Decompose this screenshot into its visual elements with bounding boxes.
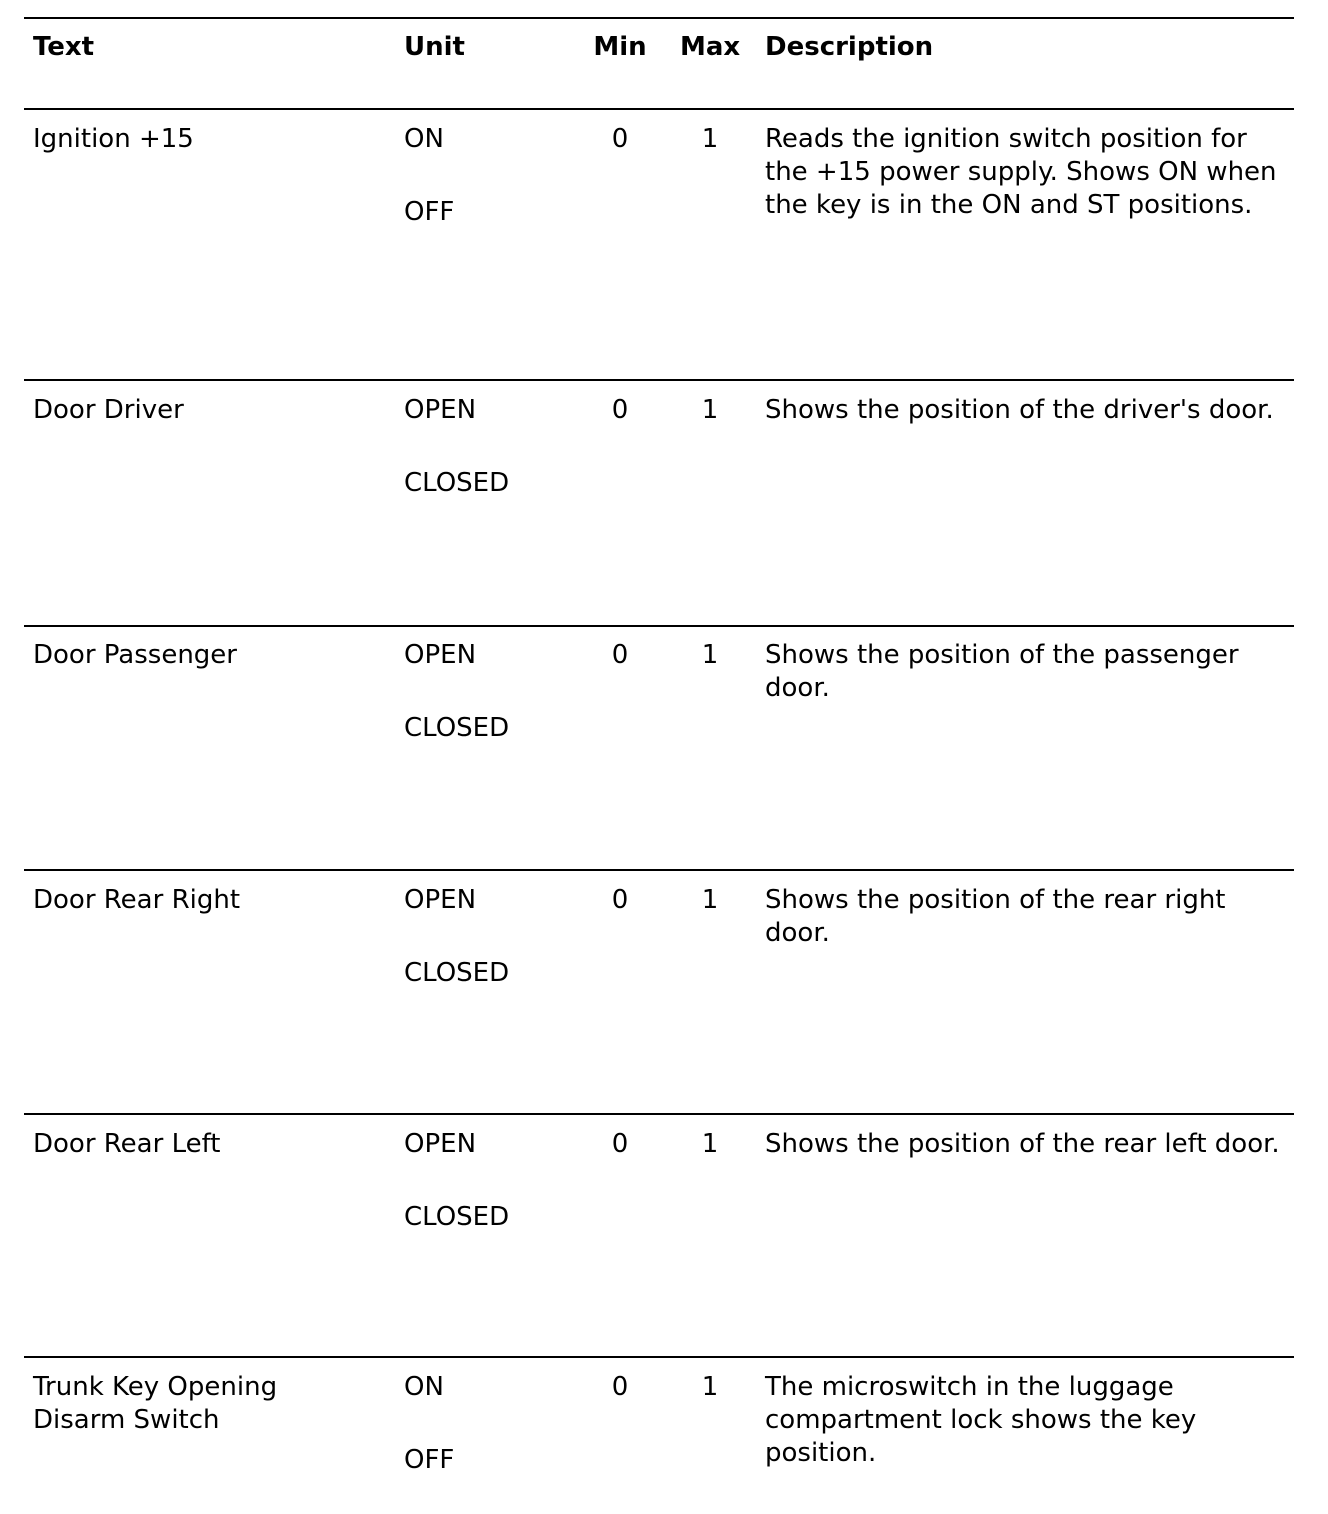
unit-value: CLOSED: [404, 468, 510, 498]
unit-value: CLOSED: [404, 713, 510, 743]
row-max: 1: [701, 395, 719, 425]
row-description: Reads the ignition switch position for the +15 power supply. Shows ON when the key is in the ON and ST positions.: [765, 124, 1277, 220]
row-divider: [24, 1113, 1294, 1115]
row-unit: [404, 1128, 574, 1234]
unit-value: ON: [404, 124, 444, 154]
row-max: 1: [701, 885, 719, 915]
header-bottom-rule: [24, 108, 1294, 110]
row-max: 1: [701, 1129, 719, 1159]
row-unit: [404, 1371, 574, 1477]
row-description: Shows the position of the rear right door.: [765, 885, 1226, 948]
row-divider: [24, 625, 1294, 627]
row-min: 0: [611, 1129, 629, 1159]
unit-value: OPEN: [404, 1129, 477, 1159]
unit-value: OPEN: [404, 395, 477, 425]
header-text: Text: [33, 32, 95, 62]
row-divider: [24, 1356, 1294, 1358]
header-min: Min: [593, 32, 647, 62]
row-min: 0: [611, 640, 629, 670]
row-unit: [404, 639, 574, 745]
row-description: Shows the position of the passenger door.: [765, 640, 1239, 703]
row-max: 1: [701, 640, 719, 670]
row-max: 1: [701, 1372, 719, 1402]
unit-value: CLOSED: [404, 958, 510, 988]
row-text: Door Rear Left: [33, 1129, 221, 1159]
row-min: 0: [611, 1372, 629, 1402]
unit-value: OPEN: [404, 885, 477, 915]
row-divider: [24, 869, 1294, 871]
row-min: 0: [611, 124, 629, 154]
row-min: 0: [611, 885, 629, 915]
row-text: Door Passenger: [33, 640, 237, 670]
row-unit: [404, 394, 574, 500]
row-text: Door Driver: [33, 395, 184, 425]
header-max: Max: [680, 32, 741, 62]
header-unit: Unit: [404, 32, 465, 62]
row-text: Door Rear Right: [33, 885, 241, 915]
row-description: The microswitch in the luggage compartment lock shows the key position.: [765, 1372, 1197, 1468]
row-unit: [404, 123, 574, 229]
unit-value: OFF: [404, 1445, 455, 1475]
unit-value: ON: [404, 1372, 444, 1402]
row-text: Ignition +15: [33, 124, 194, 154]
row-unit: [404, 884, 574, 990]
unit-value: OPEN: [404, 640, 477, 670]
unit-value: CLOSED: [404, 1202, 510, 1232]
unit-value: OFF: [404, 197, 455, 227]
table-top-rule: [24, 17, 1294, 19]
row-divider: [24, 379, 1294, 381]
row-max: 1: [701, 124, 719, 154]
row-min: 0: [611, 395, 629, 425]
row-text: Trunk Key Opening Disarm Switch: [33, 1372, 278, 1435]
row-description: Shows the position of the driver's door.: [765, 395, 1274, 425]
row-description: Shows the position of the rear left door.: [765, 1129, 1280, 1159]
header-description: Description: [765, 32, 934, 62]
